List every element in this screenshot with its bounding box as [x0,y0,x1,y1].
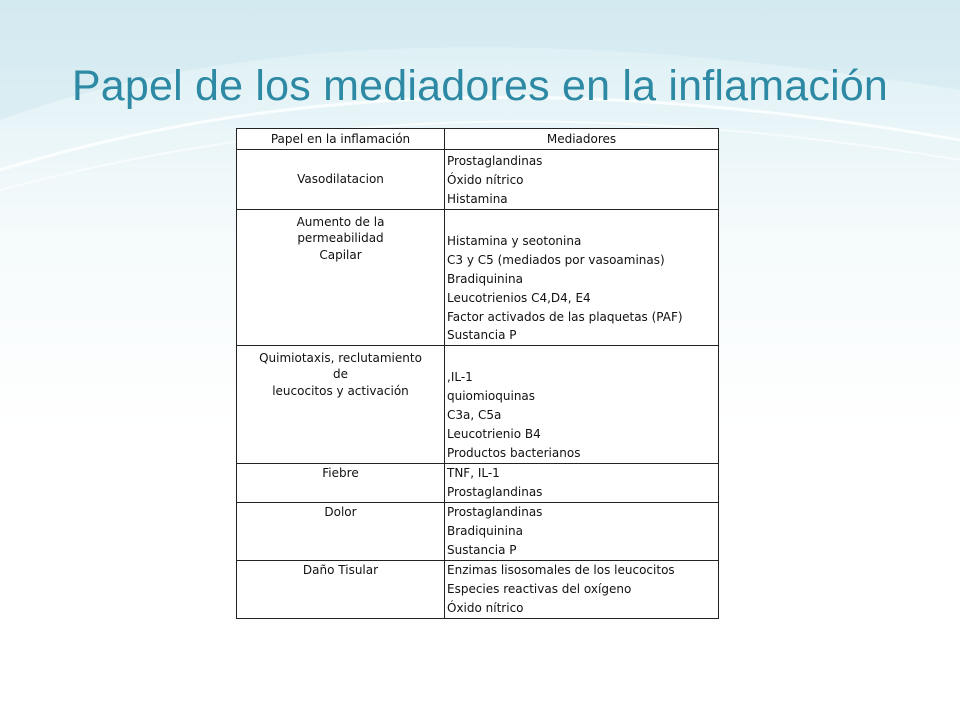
role-label: Dolor [324,505,357,519]
mediators-cell [445,210,719,346]
role-cell [237,150,445,210]
mediator-item: ,IL-1 [447,370,473,384]
mediator-item: C3a, C5a [447,408,502,422]
mediator-item: Óxido nítrico [447,601,524,615]
mediators-table [236,128,719,619]
header-role: Papel en la inflamación [237,129,445,150]
header-mediators: Mediadores [445,129,719,150]
mediator-item: Factor activados de las plaquetas (PAF) [447,310,683,324]
role-label: Quimiotaxis, reclutamiento [259,351,422,365]
mediator-item: Enzimas lisosomales de los leucocitos [447,563,675,577]
role-label: Daño Tisular [302,563,379,577]
mediator-item: Sustancia P [447,543,517,557]
mediator-item: Histamina y seotonina [447,234,582,248]
table-row [237,464,719,503]
mediators-cell [445,346,719,464]
table-row [237,210,719,346]
mediator-item: quiomioquinas [447,389,536,403]
mediator-item: Bradiquinina [447,272,523,286]
mediator-item: Bradiquinina [447,524,523,538]
role-label: Aumento de la [296,215,385,229]
table-header-row [237,129,719,150]
mediators-cell [445,150,719,210]
mediator-item: Histamina [447,192,508,206]
slide-title: Papel de los mediadores en la inflamación [71,62,889,110]
mediator-item: Leucotrienios C4,D4, E4 [447,291,591,305]
mediators-cell [445,464,719,503]
mediator-item: Productos bacterianos [447,446,581,460]
role-cell [237,346,445,464]
mediator-item: Prostaglandinas [447,485,543,499]
mediator-item: TNF, IL-1 [447,466,500,480]
mediator-item: Óxido nítrico [447,173,524,187]
mediator-item: Sustancia P [447,328,517,342]
role-label: de [333,367,348,381]
role-cell [237,561,445,619]
mediators-cell [445,503,719,561]
table-row [237,561,719,619]
mediator-item: Especies reactivas del oxígeno [447,582,632,596]
role-cell [237,210,445,346]
mediator-item: Prostaglandinas [447,154,543,168]
mediator-item: Leucotrienio B4 [447,427,541,441]
mediator-item: C3 y C5 (mediados por vasoaminas) [447,253,665,267]
role-cell [237,503,445,561]
role-cell [237,464,445,503]
table-row [237,503,719,561]
role-label: leucocitos y activación [272,384,409,398]
role-label: Fiebre [322,466,359,480]
role-label: Vasodilatacion [297,172,384,186]
table-row [237,346,719,464]
role-label: permeabilidad [297,231,384,245]
mediator-item: Prostaglandinas [447,505,543,519]
mediators-cell [445,561,719,619]
table-row [237,150,719,210]
role-label: Capilar [319,248,362,262]
